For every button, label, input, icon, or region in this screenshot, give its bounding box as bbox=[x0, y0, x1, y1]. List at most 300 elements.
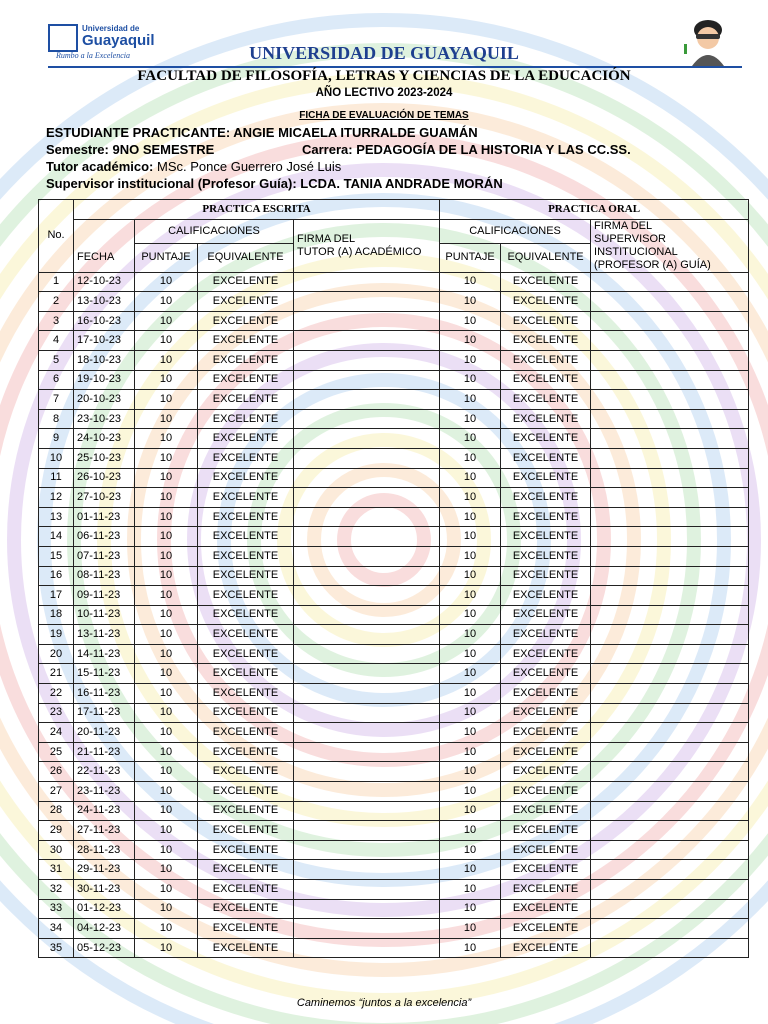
row-number: 4 bbox=[39, 331, 74, 351]
table-row bbox=[39, 684, 749, 704]
row-firma-tutor bbox=[294, 586, 440, 606]
row-puntaje-oral: 10 bbox=[440, 488, 501, 508]
row-firma-supervisor bbox=[591, 429, 749, 449]
row-fecha: 15-11-23 bbox=[74, 664, 135, 684]
row-firma-supervisor bbox=[591, 664, 749, 684]
row-fecha: 10-11-23 bbox=[74, 605, 135, 625]
row-number: 19 bbox=[39, 625, 74, 645]
row-puntaje-oral: 10 bbox=[440, 840, 501, 860]
row-equivalente-escrita: EXCELENTE bbox=[198, 390, 294, 410]
table-row bbox=[39, 821, 749, 841]
table-row bbox=[39, 703, 749, 723]
row-firma-supervisor bbox=[591, 507, 749, 527]
academic-year: AÑO LECTIVO 2023-2024 bbox=[315, 87, 453, 99]
row-puntaje-escrita: 10 bbox=[135, 370, 198, 390]
row-puntaje-oral: 10 bbox=[440, 605, 501, 625]
row-equivalente-oral: EXCELENTE bbox=[501, 899, 591, 919]
row-puntaje-oral: 10 bbox=[440, 566, 501, 586]
row-puntaje-oral: 10 bbox=[440, 311, 501, 331]
row-firma-tutor bbox=[294, 840, 440, 860]
row-puntaje-escrita: 10 bbox=[135, 723, 198, 743]
row-equivalente-oral: EXCELENTE bbox=[501, 429, 591, 449]
row-firma-supervisor bbox=[591, 331, 749, 351]
row-firma-tutor bbox=[294, 527, 440, 547]
row-number: 18 bbox=[39, 605, 74, 625]
row-number: 25 bbox=[39, 742, 74, 762]
row-fecha: 12-10-23 bbox=[74, 272, 135, 292]
row-equivalente-oral: EXCELENTE bbox=[501, 390, 591, 410]
row-equivalente-escrita: EXCELENTE bbox=[198, 821, 294, 841]
row-firma-supervisor bbox=[591, 370, 749, 390]
form-title: FICHA DE EVALUACIÓN DE TEMAS bbox=[299, 110, 469, 121]
row-equivalente-escrita: EXCELENTE bbox=[198, 723, 294, 743]
row-equivalente-oral: EXCELENTE bbox=[501, 350, 591, 370]
row-puntaje-escrita: 10 bbox=[135, 350, 198, 370]
row-firma-supervisor bbox=[591, 488, 749, 508]
row-firma-tutor bbox=[294, 488, 440, 508]
row-firma-supervisor bbox=[591, 625, 749, 645]
row-puntaje-oral: 10 bbox=[440, 429, 501, 449]
row-firma-tutor bbox=[294, 409, 440, 429]
row-puntaje-escrita: 10 bbox=[135, 742, 198, 762]
row-fecha: 07-11-23 bbox=[74, 546, 135, 566]
row-number: 16 bbox=[39, 566, 74, 586]
row-fecha: 20-11-23 bbox=[74, 723, 135, 743]
row-firma-supervisor bbox=[591, 742, 749, 762]
table-row bbox=[39, 527, 749, 547]
row-number: 10 bbox=[39, 448, 74, 468]
row-firma-supervisor bbox=[591, 938, 749, 958]
row-equivalente-escrita: EXCELENTE bbox=[198, 468, 294, 488]
row-firma-supervisor bbox=[591, 292, 749, 312]
logo-line1: Universidad de bbox=[82, 24, 140, 33]
row-puntaje-oral: 10 bbox=[440, 409, 501, 429]
row-fecha: 27-11-23 bbox=[74, 821, 135, 841]
row-firma-supervisor bbox=[591, 566, 749, 586]
row-firma-tutor bbox=[294, 762, 440, 782]
row-fecha: 01-11-23 bbox=[74, 507, 135, 527]
row-firma-supervisor bbox=[591, 880, 749, 900]
row-fecha: 13-10-23 bbox=[74, 292, 135, 312]
row-number: 20 bbox=[39, 644, 74, 664]
row-puntaje-escrita: 10 bbox=[135, 782, 198, 802]
row-equivalente-oral: EXCELENTE bbox=[501, 527, 591, 547]
row-puntaje-escrita: 10 bbox=[135, 644, 198, 664]
row-fecha: 06-11-23 bbox=[74, 527, 135, 547]
row-firma-tutor bbox=[294, 684, 440, 704]
row-puntaje-oral: 10 bbox=[440, 625, 501, 645]
row-number: 31 bbox=[39, 860, 74, 880]
row-equivalente-oral: EXCELENTE bbox=[501, 566, 591, 586]
table-row bbox=[39, 409, 749, 429]
table-row bbox=[39, 331, 749, 351]
calificaciones-oral-header: CALIFICACIONES bbox=[440, 219, 591, 244]
row-equivalente-oral: EXCELENTE bbox=[501, 370, 591, 390]
row-puntaje-escrita: 10 bbox=[135, 546, 198, 566]
row-fecha: 25-10-23 bbox=[74, 448, 135, 468]
row-equivalente-oral: EXCELENTE bbox=[501, 448, 591, 468]
table-row bbox=[39, 292, 749, 312]
row-puntaje-escrita: 10 bbox=[135, 605, 198, 625]
row-puntaje-escrita: 10 bbox=[135, 919, 198, 939]
carrera: Carrera: PEDAGOGÍA DE LA HISTORIA Y LAS CC.SS. bbox=[302, 142, 631, 157]
university-title: UNIVERSIDAD DE GUAYAQUIL bbox=[249, 43, 519, 63]
row-puntaje-oral: 10 bbox=[440, 860, 501, 880]
row-fecha: 17-10-23 bbox=[74, 331, 135, 351]
supervisor-institucional: Supervisor institucional (Profesor Guía): LCDA. TANIA ANDRADE MORÁN bbox=[46, 176, 503, 191]
row-fecha: 24-10-23 bbox=[74, 429, 135, 449]
row-fecha: 19-10-23 bbox=[74, 370, 135, 390]
row-firma-supervisor bbox=[591, 840, 749, 860]
row-number: 2 bbox=[39, 292, 74, 312]
row-equivalente-oral: EXCELENTE bbox=[501, 311, 591, 331]
row-number: 3 bbox=[39, 311, 74, 331]
row-equivalente-escrita: EXCELENTE bbox=[198, 586, 294, 606]
table-row bbox=[39, 880, 749, 900]
row-number: 6 bbox=[39, 370, 74, 390]
row-puntaje-escrita: 10 bbox=[135, 860, 198, 880]
fecha-header: FECHA bbox=[74, 244, 135, 272]
row-equivalente-oral: EXCELENTE bbox=[501, 507, 591, 527]
row-firma-tutor bbox=[294, 566, 440, 586]
row-firma-supervisor bbox=[591, 919, 749, 939]
table-row bbox=[39, 762, 749, 782]
row-equivalente-escrita: EXCELENTE bbox=[198, 448, 294, 468]
row-fecha: 24-11-23 bbox=[74, 801, 135, 821]
row-equivalente-escrita: EXCELENTE bbox=[198, 429, 294, 449]
row-number: 35 bbox=[39, 938, 74, 958]
row-equivalente-oral: EXCELENTE bbox=[501, 488, 591, 508]
row-firma-tutor bbox=[294, 821, 440, 841]
row-firma-tutor bbox=[294, 292, 440, 312]
row-puntaje-escrita: 10 bbox=[135, 821, 198, 841]
row-firma-supervisor bbox=[591, 546, 749, 566]
row-puntaje-escrita: 10 bbox=[135, 586, 198, 606]
row-puntaje-escrita: 10 bbox=[135, 448, 198, 468]
row-number: 28 bbox=[39, 801, 74, 821]
evaluation-table bbox=[38, 199, 749, 958]
table-row bbox=[39, 938, 749, 958]
row-puntaje-oral: 10 bbox=[440, 468, 501, 488]
row-puntaje-escrita: 10 bbox=[135, 292, 198, 312]
row-equivalente-oral: EXCELENTE bbox=[501, 840, 591, 860]
row-equivalente-oral: EXCELENTE bbox=[501, 860, 591, 880]
row-equivalente-oral: EXCELENTE bbox=[501, 762, 591, 782]
row-firma-tutor bbox=[294, 605, 440, 625]
tutor-name: MSc. Ponce Guerrero José Luis bbox=[157, 159, 342, 174]
row-fecha: 22-11-23 bbox=[74, 762, 135, 782]
row-number: 22 bbox=[39, 684, 74, 704]
row-equivalente-oral: EXCELENTE bbox=[501, 272, 591, 292]
row-firma-supervisor bbox=[591, 703, 749, 723]
row-firma-supervisor bbox=[591, 468, 749, 488]
row-fecha: 14-11-23 bbox=[74, 644, 135, 664]
table-row bbox=[39, 546, 749, 566]
row-equivalente-escrita: EXCELENTE bbox=[198, 742, 294, 762]
row-puntaje-oral: 10 bbox=[440, 919, 501, 939]
row-equivalente-escrita: EXCELENTE bbox=[198, 566, 294, 586]
row-fecha: 17-11-23 bbox=[74, 703, 135, 723]
row-puntaje-oral: 10 bbox=[440, 684, 501, 704]
row-puntaje-oral: 10 bbox=[440, 448, 501, 468]
row-puntaje-escrita: 10 bbox=[135, 840, 198, 860]
row-puntaje-escrita: 10 bbox=[135, 507, 198, 527]
row-puntaje-oral: 10 bbox=[440, 664, 501, 684]
table-row bbox=[39, 311, 749, 331]
row-puntaje-escrita: 10 bbox=[135, 566, 198, 586]
row-firma-tutor bbox=[294, 801, 440, 821]
row-firma-supervisor bbox=[591, 762, 749, 782]
row-puntaje-escrita: 10 bbox=[135, 762, 198, 782]
row-equivalente-oral: EXCELENTE bbox=[501, 292, 591, 312]
row-equivalente-escrita: EXCELENTE bbox=[198, 507, 294, 527]
row-equivalente-escrita: EXCELENTE bbox=[198, 703, 294, 723]
table-row bbox=[39, 605, 749, 625]
row-number: 34 bbox=[39, 919, 74, 939]
row-puntaje-escrita: 10 bbox=[135, 625, 198, 645]
row-equivalente-escrita: EXCELENTE bbox=[198, 311, 294, 331]
row-number: 12 bbox=[39, 488, 74, 508]
row-firma-supervisor bbox=[591, 644, 749, 664]
row-number: 15 bbox=[39, 546, 74, 566]
row-number: 5 bbox=[39, 350, 74, 370]
row-equivalente-escrita: EXCELENTE bbox=[198, 331, 294, 351]
row-firma-supervisor bbox=[591, 527, 749, 547]
puntaje-escrita-header: PUNTAJE bbox=[135, 244, 198, 272]
table-row bbox=[39, 644, 749, 664]
row-equivalente-escrita: EXCELENTE bbox=[198, 684, 294, 704]
row-puntaje-escrita: 10 bbox=[135, 468, 198, 488]
row-equivalente-oral: EXCELENTE bbox=[501, 821, 591, 841]
row-equivalente-escrita: EXCELENTE bbox=[198, 880, 294, 900]
row-equivalente-escrita: EXCELENTE bbox=[198, 860, 294, 880]
row-number: 1 bbox=[39, 272, 74, 292]
row-puntaje-oral: 10 bbox=[440, 390, 501, 410]
row-fecha: 27-10-23 bbox=[74, 488, 135, 508]
row-puntaje-escrita: 10 bbox=[135, 272, 198, 292]
row-puntaje-escrita: 10 bbox=[135, 488, 198, 508]
table-row bbox=[39, 782, 749, 802]
row-firma-tutor bbox=[294, 390, 440, 410]
row-fecha: 18-10-23 bbox=[74, 350, 135, 370]
table-row bbox=[39, 801, 749, 821]
row-firma-tutor bbox=[294, 546, 440, 566]
row-puntaje-escrita: 10 bbox=[135, 390, 198, 410]
row-fecha: 16-11-23 bbox=[74, 684, 135, 704]
row-puntaje-oral: 10 bbox=[440, 644, 501, 664]
row-puntaje-escrita: 10 bbox=[135, 684, 198, 704]
row-equivalente-oral: EXCELENTE bbox=[501, 546, 591, 566]
row-fecha: 29-11-23 bbox=[74, 860, 135, 880]
row-equivalente-oral: EXCELENTE bbox=[501, 919, 591, 939]
row-firma-tutor bbox=[294, 468, 440, 488]
row-equivalente-escrita: EXCELENTE bbox=[198, 938, 294, 958]
firma-tutor-header: FIRMA DEL TUTOR (A) ACADÉMICO bbox=[294, 219, 440, 272]
table-row bbox=[39, 429, 749, 449]
table-row bbox=[39, 625, 749, 645]
row-puntaje-escrita: 10 bbox=[135, 703, 198, 723]
row-equivalente-oral: EXCELENTE bbox=[501, 586, 591, 606]
row-fecha: 08-11-23 bbox=[74, 566, 135, 586]
table-row bbox=[39, 919, 749, 939]
row-equivalente-oral: EXCELENTE bbox=[501, 664, 591, 684]
row-firma-supervisor bbox=[591, 684, 749, 704]
logo-line2: Guayaquil bbox=[82, 32, 155, 49]
puntaje-oral-header: PUNTAJE bbox=[440, 244, 501, 272]
row-puntaje-oral: 10 bbox=[440, 331, 501, 351]
row-fecha: 23-10-23 bbox=[74, 409, 135, 429]
row-equivalente-escrita: EXCELENTE bbox=[198, 782, 294, 802]
row-puntaje-oral: 10 bbox=[440, 507, 501, 527]
firma-supervisor-header: FIRMA DEL SUPERVISOR INSTITUCIONAL (PROFESOR (A) GUÍA) bbox=[591, 219, 749, 272]
row-firma-tutor bbox=[294, 860, 440, 880]
table-row bbox=[39, 488, 749, 508]
row-puntaje-escrita: 10 bbox=[135, 801, 198, 821]
row-firma-tutor bbox=[294, 880, 440, 900]
row-equivalente-escrita: EXCELENTE bbox=[198, 625, 294, 645]
row-firma-supervisor bbox=[591, 899, 749, 919]
row-equivalente-escrita: EXCELENTE bbox=[198, 488, 294, 508]
row-firma-tutor bbox=[294, 272, 440, 292]
row-firma-supervisor bbox=[591, 801, 749, 821]
row-firma-supervisor bbox=[591, 860, 749, 880]
row-fecha: 30-11-23 bbox=[74, 880, 135, 900]
row-firma-tutor bbox=[294, 899, 440, 919]
table-row bbox=[39, 350, 749, 370]
row-fecha: 16-10-23 bbox=[74, 311, 135, 331]
row-firma-tutor bbox=[294, 938, 440, 958]
row-firma-tutor bbox=[294, 350, 440, 370]
equivalente-escrita-header: EQUIVALENTE bbox=[198, 244, 294, 272]
row-firma-tutor bbox=[294, 742, 440, 762]
faculty-title: FACULTAD DE FILOSOFÍA, LETRAS Y CIENCIAS DE LA EDUCACIÓN bbox=[137, 68, 631, 84]
table-row bbox=[39, 390, 749, 410]
row-equivalente-oral: EXCELENTE bbox=[501, 742, 591, 762]
row-firma-supervisor bbox=[591, 390, 749, 410]
row-puntaje-oral: 10 bbox=[440, 723, 501, 743]
row-puntaje-escrita: 10 bbox=[135, 409, 198, 429]
row-firma-tutor bbox=[294, 331, 440, 351]
row-fecha: 23-11-23 bbox=[74, 782, 135, 802]
row-firma-tutor bbox=[294, 782, 440, 802]
row-equivalente-escrita: EXCELENTE bbox=[198, 919, 294, 939]
row-firma-tutor bbox=[294, 370, 440, 390]
row-firma-tutor bbox=[294, 723, 440, 743]
row-fecha: 09-11-23 bbox=[74, 586, 135, 606]
row-puntaje-oral: 10 bbox=[440, 703, 501, 723]
row-number: 26 bbox=[39, 762, 74, 782]
row-puntaje-escrita: 10 bbox=[135, 664, 198, 684]
footer-motto: Caminemos “juntos a la excelencia” bbox=[296, 997, 472, 1009]
row-equivalente-oral: EXCELENTE bbox=[501, 880, 591, 900]
row-number: 27 bbox=[39, 782, 74, 802]
table-row bbox=[39, 507, 749, 527]
row-puntaje-oral: 10 bbox=[440, 938, 501, 958]
row-equivalente-escrita: EXCELENTE bbox=[198, 527, 294, 547]
table-row bbox=[39, 899, 749, 919]
semestre: Semestre: 9NO SEMESTRE bbox=[46, 142, 215, 157]
tutor-label: Tutor académico: bbox=[46, 159, 154, 174]
logo-tagline: Rumbo a la Excelencia bbox=[56, 51, 130, 60]
row-number: 32 bbox=[39, 880, 74, 900]
row-firma-supervisor bbox=[591, 311, 749, 331]
row-fecha: 21-11-23 bbox=[74, 742, 135, 762]
row-puntaje-oral: 10 bbox=[440, 762, 501, 782]
row-number: 33 bbox=[39, 899, 74, 919]
row-fecha: 01-12-23 bbox=[74, 899, 135, 919]
row-firma-tutor bbox=[294, 429, 440, 449]
row-fecha: 28-11-23 bbox=[74, 840, 135, 860]
row-puntaje-escrita: 10 bbox=[135, 429, 198, 449]
table-row bbox=[39, 860, 749, 880]
row-equivalente-oral: EXCELENTE bbox=[501, 409, 591, 429]
row-puntaje-oral: 10 bbox=[440, 350, 501, 370]
row-firma-supervisor bbox=[591, 586, 749, 606]
row-equivalente-oral: EXCELENTE bbox=[501, 625, 591, 645]
practica-escrita-header: PRACTICA ESCRITA bbox=[74, 200, 440, 220]
row-puntaje-oral: 10 bbox=[440, 272, 501, 292]
row-puntaje-escrita: 10 bbox=[135, 527, 198, 547]
row-equivalente-oral: EXCELENTE bbox=[501, 644, 591, 664]
no-header: No. bbox=[39, 200, 74, 273]
row-equivalente-escrita: EXCELENTE bbox=[198, 899, 294, 919]
row-equivalente-escrita: EXCELENTE bbox=[198, 644, 294, 664]
row-firma-supervisor bbox=[591, 821, 749, 841]
row-firma-tutor bbox=[294, 703, 440, 723]
table-row bbox=[39, 840, 749, 860]
table-row bbox=[39, 448, 749, 468]
row-puntaje-oral: 10 bbox=[440, 801, 501, 821]
row-puntaje-oral: 10 bbox=[440, 782, 501, 802]
row-puntaje-oral: 10 bbox=[440, 586, 501, 606]
row-firma-supervisor bbox=[591, 782, 749, 802]
row-number: 11 bbox=[39, 468, 74, 488]
row-equivalente-escrita: EXCELENTE bbox=[198, 292, 294, 312]
row-equivalente-oral: EXCELENTE bbox=[501, 605, 591, 625]
row-equivalente-oral: EXCELENTE bbox=[501, 468, 591, 488]
row-number: 29 bbox=[39, 821, 74, 841]
row-firma-supervisor bbox=[591, 448, 749, 468]
row-puntaje-oral: 10 bbox=[440, 880, 501, 900]
row-equivalente-oral: EXCELENTE bbox=[501, 703, 591, 723]
row-equivalente-escrita: EXCELENTE bbox=[198, 272, 294, 292]
row-puntaje-oral: 10 bbox=[440, 742, 501, 762]
row-puntaje-escrita: 10 bbox=[135, 331, 198, 351]
row-firma-tutor bbox=[294, 507, 440, 527]
row-firma-supervisor bbox=[591, 605, 749, 625]
calificaciones-escrita-header: CALIFICACIONES bbox=[135, 219, 294, 244]
row-equivalente-escrita: EXCELENTE bbox=[198, 840, 294, 860]
row-number: 17 bbox=[39, 586, 74, 606]
row-number: 9 bbox=[39, 429, 74, 449]
row-fecha: 13-11-23 bbox=[74, 625, 135, 645]
row-number: 7 bbox=[39, 390, 74, 410]
table-row bbox=[39, 370, 749, 390]
row-number: 8 bbox=[39, 409, 74, 429]
row-puntaje-oral: 10 bbox=[440, 821, 501, 841]
row-equivalente-oral: EXCELENTE bbox=[501, 938, 591, 958]
row-equivalente-escrita: EXCELENTE bbox=[198, 762, 294, 782]
table-row bbox=[39, 742, 749, 762]
row-fecha: 05-12-23 bbox=[74, 938, 135, 958]
row-equivalente-escrita: EXCELENTE bbox=[198, 546, 294, 566]
row-puntaje-escrita: 10 bbox=[135, 899, 198, 919]
row-equivalente-escrita: EXCELENTE bbox=[198, 605, 294, 625]
table-row bbox=[39, 664, 749, 684]
row-number: 24 bbox=[39, 723, 74, 743]
row-fecha: 04-12-23 bbox=[74, 919, 135, 939]
row-equivalente-escrita: EXCELENTE bbox=[198, 664, 294, 684]
